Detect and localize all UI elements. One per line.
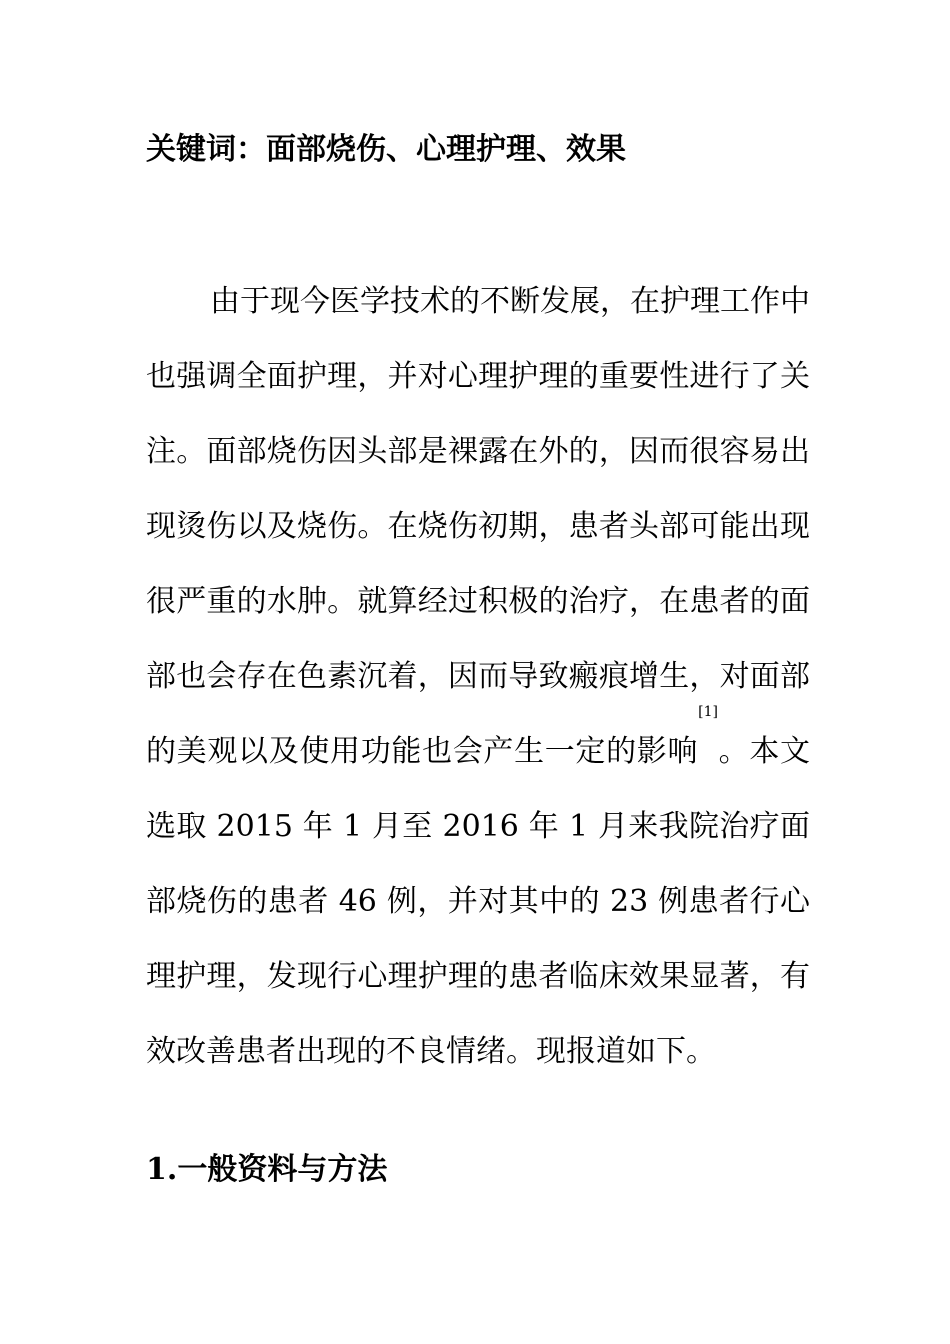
- keywords-line: 关键词：面部烧伤、心理护理、效果: [146, 132, 626, 167]
- paragraph-text-part-2: 。本文选取 2015 年 1 月至 2016 年 1 月来我院治疗面部烧伤的患者 46 例，并对其中的 23 例患者行心理护理，发现行心理护理的患者临床效果显著，有效改善患者出现的不良情绪。现报道如下。: [146, 734, 811, 1069]
- section-heading: 1.一般资料与方法: [146, 1152, 388, 1187]
- intro-paragraph: [146, 264, 810, 1089]
- citation-reference: [1]: [698, 704, 718, 720]
- paragraph-text-part-1: 由于现今医学技术的不断发展，在护理工作中也强调全面护理，并对心理护理的重要性进行了关注。面部烧伤因头部是裸露在外的，因而很容易出现烫伤以及烧伤。在烧伤初期，患者头部可能出现很严重的水肿。就算经过积极的治疗，在患者的面部也会存在色素沉着，因而导致瘢痕增生，对面部的美观以及使用功能也会产生一定的影响: [146, 284, 810, 769]
